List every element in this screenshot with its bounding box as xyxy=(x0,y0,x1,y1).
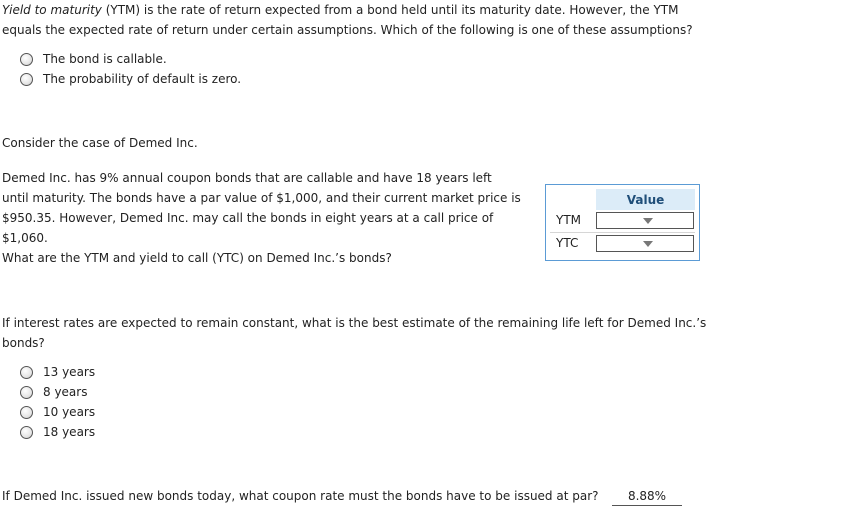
dropdown-arrow-icon[interactable] xyxy=(643,241,653,247)
q3-option-4[interactable] xyxy=(20,422,95,442)
ytc-dropdown[interactable] xyxy=(596,235,694,252)
radio-button-icon[interactable] xyxy=(20,366,33,379)
q1-option-label: The probability of default is zero. xyxy=(43,72,242,86)
row-label-ytm: YTM xyxy=(556,213,582,227)
case-title: Consider the case of Demed Inc. xyxy=(2,136,198,150)
q4-answer-field[interactable]: 8.88% xyxy=(612,487,682,506)
q1-term: Yield to maturity xyxy=(2,3,102,17)
radio-button-icon[interactable] xyxy=(20,426,33,439)
q3-option-label: 8 years xyxy=(43,385,88,399)
ytm-ytc-table xyxy=(545,184,700,261)
q3-option-label: 10 years xyxy=(43,405,96,419)
q1-prompt xyxy=(2,0,717,40)
table-header-value: Value xyxy=(596,189,695,210)
q3-option-1[interactable] xyxy=(20,362,95,382)
q1-intro: (YTM) is the rate of return expected from a bond held until its maturity date. However, the YTM equals the expected rate of return under certain assumptions. Which of the following is one of these assumptions? xyxy=(2,3,693,37)
q1-option-label: The bond is callable. xyxy=(43,52,167,66)
q3-option-label: 13 years xyxy=(43,365,96,379)
q3-option-2[interactable] xyxy=(20,382,87,402)
radio-button-icon[interactable] xyxy=(20,53,33,66)
row-divider xyxy=(550,232,695,233)
q1-option-2[interactable] xyxy=(20,69,241,89)
q3-prompt: If interest rates are expected to remain constant, what is the best estimate of the remaining life left for Demed Inc.’s bonds? xyxy=(2,316,707,350)
radio-button-icon[interactable] xyxy=(20,386,33,399)
case-question: What are the YTM and yield to call (YTC) on Demed Inc.’s bonds? xyxy=(2,251,392,265)
q3-option-label: 18 years xyxy=(43,425,96,439)
radio-button-icon[interactable] xyxy=(20,73,33,86)
radio-button-icon[interactable] xyxy=(20,406,33,419)
q1-option-1[interactable] xyxy=(20,49,167,69)
row-label-ytc: YTC xyxy=(556,236,579,250)
dropdown-arrow-icon[interactable] xyxy=(643,218,653,224)
q3-option-3[interactable] xyxy=(20,402,95,422)
ytm-dropdown[interactable] xyxy=(596,212,694,229)
q4-prompt: If Demed Inc. issued new bonds today, what coupon rate must the bonds have to be issued at par? xyxy=(2,489,599,503)
case-description: Demed Inc. has 9% annual coupon bonds that are callable and have 18 years left until maturity. The bonds have a par value of $1,000, and their current market price is $950.35. However, Demed Inc. may call the bonds in eight years at a call price of $1,060. xyxy=(2,171,521,245)
